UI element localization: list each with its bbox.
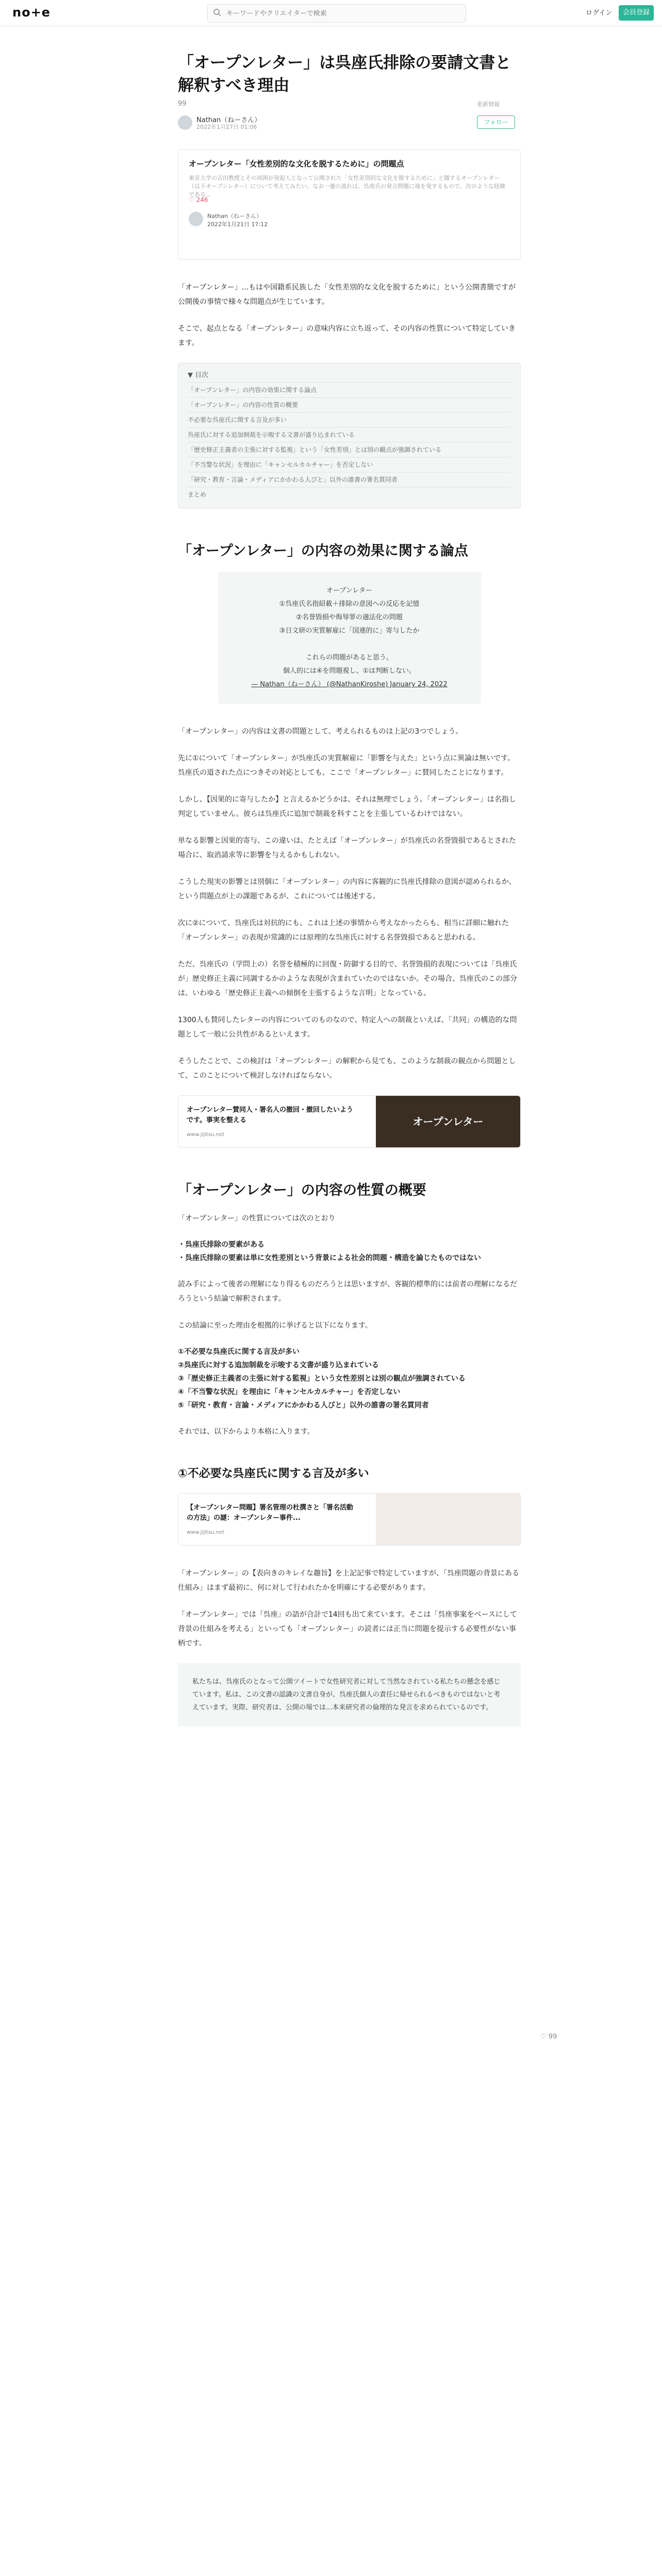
toc-item[interactable]: 不必要な呉座氏に関する言及が多い xyxy=(188,412,511,427)
section-heading: 「オープンレター」の内容の効果に関する論点 xyxy=(178,543,468,559)
link-card-domain: www.jijitsu.net xyxy=(187,1530,224,1535)
paragraph: こうした現実の影響とは別個に「オープンレター」の内容に客観的に呉座氏排除の意図が認められるか、という問題点が上の課題であるが、これについては後述する。 xyxy=(178,878,516,901)
paragraph: それでは、以下からより本格に入ります。 xyxy=(178,1428,315,1436)
list-item: ②呉座氏に対する追加制裁を示唆する文書が盛り込まれている xyxy=(178,1361,379,1369)
toc-item[interactable]: 呉座氏に対する追加制裁を示唆する文書が盛り込まれている xyxy=(188,427,511,442)
paragraph: 次に②について、呉座氏は対抗的にも、これは上述の事情から考えなかったらも、相当に詳細に触れた「オープンレター」の表現が常識的には原理的な呉座氏に対する名誉毀損であると思われる。 xyxy=(178,919,509,942)
external-link-card[interactable] xyxy=(178,1095,521,1148)
toc-item[interactable]: 「歴史修正主義者の主張に対する監視」という「女性差別」とは別の観点が強調されている xyxy=(188,442,511,457)
tweet-line xyxy=(234,638,466,651)
list-item: ・呉座氏排除の要素がある xyxy=(178,1241,264,1249)
list-item: ⑤「研究・教育・言論・メディアにかかわる人びと」以外の誰書の署名貫同者 xyxy=(178,1401,429,1410)
paragraph: そこで、起点となる「オープンレター」の意味内容に立ち返って、その内容の性質について特定していきます。 xyxy=(178,325,516,347)
tweet-line: オープンレター xyxy=(326,587,372,595)
tweet-line: 個人的には④を問題視し、①は判断しない。 xyxy=(283,667,416,675)
tweet-author-link[interactable]: — Nathan（ねーさん） (@NathanKiroshe) January 24, 2022 xyxy=(251,681,448,688)
embed-title: オープンレター「女性差別的な文化を脱するために」の問題点 xyxy=(189,159,404,168)
side-action-bar xyxy=(540,2033,557,2041)
paragraph: 単なる影響と因果的寄与、この違いは、たとえば「オープンレター」が呉座氏の名誉毀損であるとされた場合に、取消請求等に影響を与えるかもしれない。 xyxy=(178,837,516,859)
search-input[interactable] xyxy=(225,7,454,20)
external-link-card[interactable] xyxy=(178,1493,521,1546)
like-count[interactable]: 99 xyxy=(178,100,187,108)
tweet-line: ③日文研の実質解雇に「国連的に」寄与したか xyxy=(279,627,420,635)
embedded-tweet xyxy=(218,572,481,704)
toc-item[interactable]: 「オープンレター」の内容の効果に関する論点 xyxy=(188,382,511,397)
toc-item[interactable]: 「研究・教育・言論・メディアにかかわる人びと」以外の誰書の署名貫同者 xyxy=(188,472,511,487)
paragraph: ただ、呉座氏の（学問上の）名誉を積極的に回復・防御する目的で、名誉毀損的表現については「呉座氏が」歴史修正主義に同調するかのような表現が含まれていたのではないか。その場合、呉座氏のこの部分は、いわゆる「歴史修正主義への傾倒を主張するような言明」となっている。 xyxy=(178,960,517,997)
search-icon xyxy=(213,8,221,16)
updated-label[interactable]: 更新情報 xyxy=(477,101,500,108)
paragraph: 「オープンレター」の【表向きのキレイな趣旨】を上記記事で特定していますが、「呉座問題の背景にある仕組み」はまず最初に、何に対して行われたかを明確にする必要があります。 xyxy=(178,1569,519,1592)
paragraph: 「オープンレター」の内容は文書の問題として、考えられるものは上記の3つでしょう。 xyxy=(178,727,463,736)
paragraph: 「オープンレター」では「呉座」の語が合計で14回も出て来ています。そこは「呉座事案をベースにして背景の仕組みを考える」といっても「オープンレター」の読者には正当に問題を提示する必要性がない事柄です。 xyxy=(178,1611,517,1648)
note-logo[interactable]: no+e xyxy=(12,5,51,20)
list-item: ④「不当警な状況」を理由に「キャンセルカルチャー」を否定しない xyxy=(178,1388,401,1396)
embed-description: 東京大学の吉田教授とその周囲が発起人となって公開された「女性差別的な文化を脱するために」と題するオープンレター（以下オープンレター）について考えてみたい。なお一連の流れは、呉座氏の発言問題に端を発するもので、次のような経緯である... xyxy=(189,175,505,198)
paragraph: 先に①について「オープンレター」が呉座氏の実質解雇に「影響を与えた」という点に異論は無いです。呉座氏の道された点につきその対応としても、ここで「オープンレター」に賛同したことになります。 xyxy=(178,754,515,777)
toc-item[interactable]: 「オープンレター」の内容の性質の概要 xyxy=(188,397,511,412)
section-heading: ①不必要な呉座氏に関する言及が多い xyxy=(178,1467,369,1480)
tweet-line: ①呉座氏名指紹載＋排除の意図への反応を記憶 xyxy=(279,600,420,608)
embed-author-avatar xyxy=(189,212,203,226)
embed-date: 2022年1月21日 17:12 xyxy=(207,221,268,228)
paragraph: この結論に至った理由を根拠的に挙げると以下になります。 xyxy=(178,1321,372,1330)
paragraph: 1300人も賛同したレターの内容についてのものなので、特定人への制裁といえば、「共同」の構造的な問題として一般に公共性があるといえます。 xyxy=(178,1016,517,1039)
toc-item[interactable]: 「不当警な状況」を理由に「キャンセルカルチャー」を否定しない xyxy=(188,457,511,472)
publish-date: 2022年1月27日 01:06 xyxy=(196,124,257,130)
paragraph: 「オープンレター」...もはや国籍系民族した「女性差別的な文化を脱するために」という公開書簡ですが公開後の事情で様々な問題点が生じています。 xyxy=(178,283,516,306)
top-navigation-bar xyxy=(0,0,662,26)
follow-button[interactable]: フォロー xyxy=(477,115,515,129)
author-name[interactable]: Nathan（ねーさん） xyxy=(196,116,261,124)
paragraph: 読み手によって後者の理解になり得るものだろうとは思いますが、客観的標準的には前者の理解になるだろうという結論で解釈されます。 xyxy=(178,1280,517,1303)
bullet-list xyxy=(178,1238,521,1265)
tweet-line: ②名誉毀損や侮辱罪の適法化の問題 xyxy=(296,614,403,621)
article-title: 「オープンレター」は呉座氏排除の要請文書と解釈すべき理由 xyxy=(178,54,511,95)
toc-item[interactable]: まとめ xyxy=(188,487,511,502)
link-card-domain: www.jijitsu.net xyxy=(187,1132,224,1138)
search-box[interactable] xyxy=(207,4,466,23)
quoted-block: 私たちは、呉座氏のとなって公開ツイートで女性研究者に対して当然なされている私たちの懸念を感じています。私は、この文書の認識の文書自身が、呉座氏個人の責任に帰せられるべきものではないと考えています。実際、研究者は、公開の場では...本来研究者の倫理的な発言を求められているのです。 xyxy=(178,1663,521,1726)
list-item: ・呉座氏排除の要素は単に女性差別という背景による社会的問題・構造を論じたものではない xyxy=(178,1254,481,1262)
list-item: ①不必要な呉座氏に関する言及が多い xyxy=(178,1348,300,1356)
signup-button[interactable]: 会員登録 xyxy=(619,5,654,21)
article-content xyxy=(178,52,521,1742)
article-meta xyxy=(178,100,521,134)
embed-author-name: Nathan（ねーさん） xyxy=(207,213,262,219)
table-of-contents xyxy=(178,363,521,509)
link-card-title: オープンレター賛同人・署名人の撤回・撤回したいようです。事実を整える xyxy=(187,1106,353,1124)
reason-list xyxy=(178,1345,521,1412)
tweet-line: これらの問題があると思う。 xyxy=(305,654,393,662)
link-card-title: 【オープンレター問題】署名管理の杜撰さと「署名活動の方法」の謎：オープンレター事件... xyxy=(187,1504,353,1522)
paragraph: しかし、【因果的に寄与したか】と言えるかどうかは、それは無理でしょう。「オープンレター」は名指し判定していません。彼らは呉座氏に追加で制裁を科すことを主張しているわけではない。 xyxy=(178,795,516,818)
list-item: ③「歴史修正主義者の主張に対する監視」という女性差別とは別の観点が強調されている xyxy=(178,1375,466,1383)
paragraph: そうしたことで、この検討は「オープンレター」の解釈から見ても、このような制裁の観点から問題として、このことについて検討しなければならない。 xyxy=(178,1057,516,1080)
section-heading: 「オープンレター」の内容の性質の概要 xyxy=(178,1182,426,1198)
embedded-note-card[interactable] xyxy=(178,149,521,260)
side-like-count[interactable]: ♡ 99 xyxy=(540,2033,557,2041)
paragraph: 「オープンレター」の性質については次のとおり xyxy=(178,1214,336,1223)
toc-heading[interactable]: ▼ 目次 xyxy=(188,371,209,379)
link-card-thumbnail: オープンレター xyxy=(376,1096,520,1147)
login-link[interactable]: ログイン xyxy=(586,9,613,17)
embed-like-count: ♡ 246 xyxy=(189,196,208,204)
link-card-thumbnail xyxy=(376,1494,520,1545)
author-avatar[interactable] xyxy=(178,115,192,130)
embed-author xyxy=(207,212,268,228)
